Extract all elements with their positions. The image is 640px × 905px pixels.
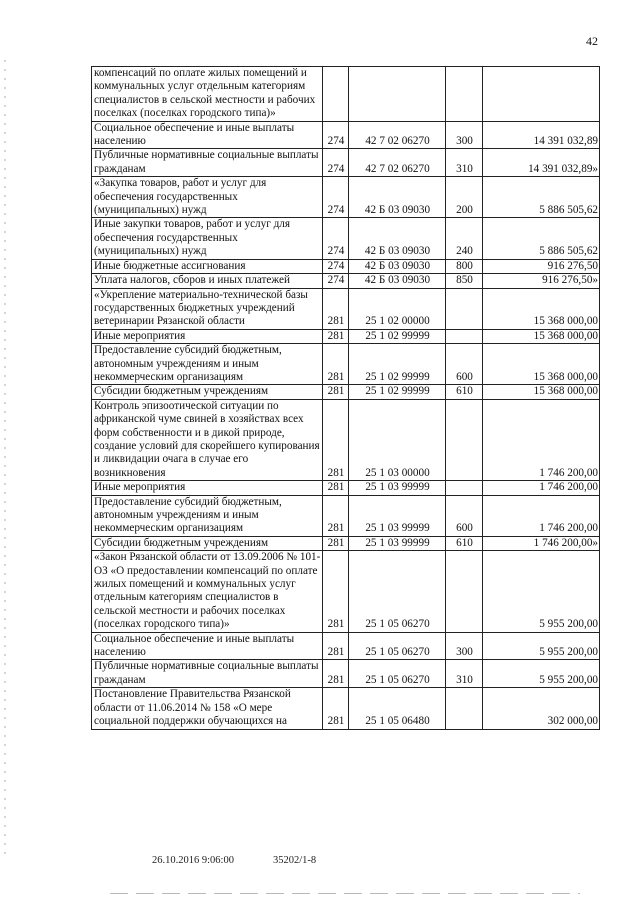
cell-amount: 15 368 000,00 (483, 344, 600, 385)
cell-grbs: 281 (323, 688, 349, 729)
table-row (92, 259, 600, 273)
table-row (92, 344, 600, 385)
cell-name: «Закупка товаров, работ и услуг для обеспечения государственных (муниципальных) нужд (92, 177, 323, 218)
cell-vr: 610 (446, 536, 483, 550)
cell-amount: 1 746 200,00 (483, 481, 600, 495)
cell-csr: 25 1 03 99999 (349, 481, 446, 495)
cell-vr: 310 (446, 149, 483, 177)
cell-vr (446, 288, 483, 329)
cell-grbs: 281 (323, 660, 349, 688)
cell-amount: 5 955 200,00 (483, 660, 600, 688)
cell-grbs: 274 (323, 218, 349, 259)
cell-name: «Укрепление материально-технической базы государственных бюджетных учреждений ветеринарии Рязанской области (92, 288, 323, 329)
cell-grbs: 274 (323, 177, 349, 218)
cell-vr: 610 (446, 385, 483, 399)
table-row (92, 329, 600, 343)
budget-table (91, 66, 600, 730)
table-row (92, 288, 600, 329)
cell-vr (446, 551, 483, 632)
cell-vr (446, 688, 483, 729)
cell-name: Публичные нормативные социальные выплаты гражданам (92, 660, 323, 688)
cell-name: Социальное обеспечение и иные выплаты населению (92, 632, 323, 660)
cell-grbs: 281 (323, 551, 349, 632)
cell-amount: 916 276,50 (483, 259, 600, 273)
cell-grbs: 281 (323, 288, 349, 329)
cell-amount: 15 368 000,00 (483, 329, 600, 343)
table-row (92, 688, 600, 729)
cell-amount: 14 391 032,89 (483, 121, 600, 149)
cell-grbs: 274 (323, 121, 349, 149)
cell-name: Предоставление субсидий бюджетным, автономным учреждениям и иным некоммерческим организациям (92, 495, 323, 536)
cell-name: компенсаций по оплате жилых помещений и коммунальных услуг отдельным категориям специалистов в сельской местности и рабочих поселках (поселках городского типа)» (92, 67, 323, 122)
table-row (92, 67, 600, 122)
cell-name: Иные мероприятия (92, 329, 323, 343)
cell-csr: 25 1 03 99999 (349, 495, 446, 536)
cell-vr (446, 67, 483, 122)
cell-csr: 25 1 02 99999 (349, 344, 446, 385)
cell-vr: 800 (446, 259, 483, 273)
cell-vr (446, 329, 483, 343)
footer-datetime: 26.10.2016 9:06:00 (152, 855, 234, 866)
cell-grbs: 281 (323, 481, 349, 495)
cell-grbs: 274 (323, 274, 349, 288)
cell-grbs: 281 (323, 329, 349, 343)
cell-amount: 15 368 000,00 (483, 385, 600, 399)
cell-amount: 15 368 000,00 (483, 288, 600, 329)
cell-grbs: 281 (323, 399, 349, 480)
cell-csr (349, 67, 446, 122)
table-row (92, 121, 600, 149)
cell-name: Социальное обеспечение и иные выплаты населению (92, 121, 323, 149)
cell-name: «Закон Рязанской области от 13.09.2006 № 101-ОЗ «О предоставлении компенсаций по оплате жилых помещений и коммунальных услуг отдельным категориям специалистов в сельской местности и рабочих поселках (поселках городского типа)» (92, 551, 323, 632)
cell-amount (483, 67, 600, 122)
table-row (92, 495, 600, 536)
cell-name: Контроль эпизоотической ситуации по африканской чуме свиней в хозяйствах всех форм собственности и в дикой природе, создание условий для скорейшего купирования и ликвидации очага в случае его возникновения (92, 399, 323, 480)
cell-csr: 25 1 03 00000 (349, 399, 446, 480)
budget-table-body (92, 67, 600, 730)
cell-name: Иные закупки товаров, работ и услуг для обеспечения государственных (муниципальных) нужд (92, 218, 323, 259)
cell-amount: 5 886 505,62 (483, 177, 600, 218)
cell-csr: 42 Б 03 09030 (349, 177, 446, 218)
cell-name: Постановление Правительства Рязанской области от 11.06.2014 № 158 «О мере социальной поддержки обучающихся на (92, 688, 323, 729)
cell-vr: 300 (446, 121, 483, 149)
table-row (92, 177, 600, 218)
cell-csr: 42 7 02 06270 (349, 149, 446, 177)
table-row (92, 632, 600, 660)
cell-grbs: 274 (323, 149, 349, 177)
cell-vr: 600 (446, 344, 483, 385)
cell-csr: 42 Б 03 09030 (349, 218, 446, 259)
cell-grbs: 281 (323, 536, 349, 550)
table-row (92, 551, 600, 632)
cell-amount: 1 746 200,00» (483, 536, 600, 550)
cell-amount: 916 276,50» (483, 274, 600, 288)
cell-vr (446, 481, 483, 495)
cell-amount: 14 391 032,89» (483, 149, 600, 177)
cell-amount: 5 886 505,62 (483, 218, 600, 259)
cell-vr: 850 (446, 274, 483, 288)
cell-amount: 1 746 200,00 (483, 495, 600, 536)
cell-csr: 42 Б 03 09030 (349, 259, 446, 273)
cell-vr: 200 (446, 177, 483, 218)
cell-csr: 25 1 05 06270 (349, 551, 446, 632)
cell-vr: 310 (446, 660, 483, 688)
table-row (92, 274, 600, 288)
cell-name: Предоставление субсидий бюджетным, автономным учреждениям и иным некоммерческим организациям (92, 344, 323, 385)
table-row (92, 385, 600, 399)
cell-csr: 25 1 03 99999 (349, 536, 446, 550)
scan-bottom-rule (110, 893, 580, 894)
cell-amount: 1 746 200,00 (483, 399, 600, 480)
cell-amount: 5 955 200,00 (483, 551, 600, 632)
cell-name: Субсидии бюджетным учреждениям (92, 385, 323, 399)
cell-vr: 240 (446, 218, 483, 259)
table-row (92, 660, 600, 688)
cell-grbs: 281 (323, 495, 349, 536)
table-row (92, 481, 600, 495)
cell-name: Уплата налогов, сборов и иных платежей (92, 274, 323, 288)
cell-csr: 25 1 05 06270 (349, 632, 446, 660)
cell-grbs: 274 (323, 259, 349, 273)
cell-grbs: 281 (323, 344, 349, 385)
cell-vr: 300 (446, 632, 483, 660)
table-row (92, 218, 600, 259)
cell-grbs (323, 67, 349, 122)
cell-csr: 42 Б 03 09030 (349, 274, 446, 288)
cell-csr: 25 1 05 06480 (349, 688, 446, 729)
scan-edge-marks (4, 60, 6, 860)
table-row (92, 536, 600, 550)
cell-grbs: 281 (323, 385, 349, 399)
cell-amount: 5 955 200,00 (483, 632, 600, 660)
cell-csr: 25 1 02 99999 (349, 329, 446, 343)
cell-csr: 25 1 05 06270 (349, 660, 446, 688)
cell-vr (446, 399, 483, 480)
cell-grbs: 281 (323, 632, 349, 660)
cell-vr: 600 (446, 495, 483, 536)
table-row (92, 149, 600, 177)
cell-name: Субсидии бюджетным учреждениям (92, 536, 323, 550)
page-number: 42 (586, 34, 598, 48)
cell-csr: 25 1 02 99999 (349, 385, 446, 399)
footer-document-code: 35202/1-8 (273, 855, 317, 866)
cell-csr: 25 1 02 00000 (349, 288, 446, 329)
cell-name: Иные мероприятия (92, 481, 323, 495)
cell-csr: 42 7 02 06270 (349, 121, 446, 149)
table-row (92, 399, 600, 480)
cell-amount: 302 000,00 (483, 688, 600, 729)
cell-name: Публичные нормативные социальные выплаты гражданам (92, 149, 323, 177)
cell-name: Иные бюджетные ассигнования (92, 259, 323, 273)
